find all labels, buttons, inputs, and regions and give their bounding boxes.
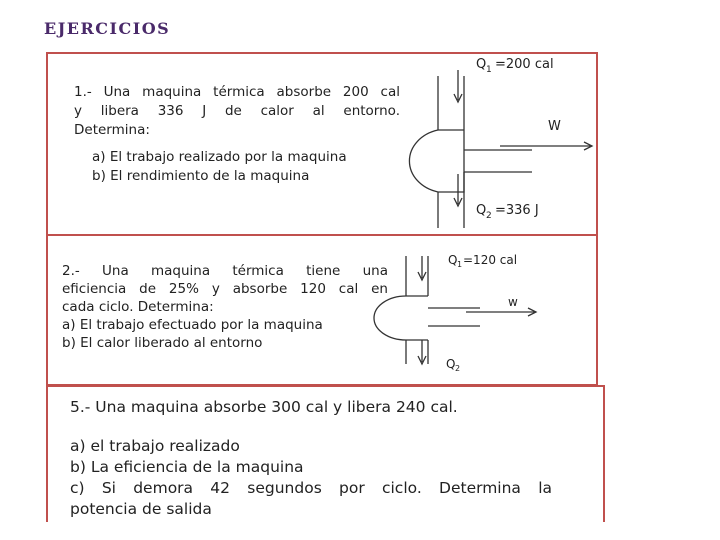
exercise-1-panel bbox=[46, 52, 598, 236]
exercise-2-line-2: eficiencia de 25% y absorbe 120 cal en bbox=[62, 281, 388, 297]
exercise-2-line-1: 2.- Una maquina térmica tiene una bbox=[62, 263, 388, 279]
exercise-1-item-a: a) El trabajo realizado por la maquina bbox=[92, 149, 347, 165]
work-label: w bbox=[508, 295, 518, 309]
q2-subscript: 2 bbox=[455, 364, 461, 373]
q2-subscript: 2 bbox=[486, 211, 492, 221]
heat-engine-diagram-2 bbox=[396, 236, 576, 380]
exercise-1-line-2: y libera 336 J de calor al entorno. bbox=[74, 103, 400, 119]
q1-symbol: Q bbox=[448, 253, 458, 267]
q1-label: =120 cal bbox=[463, 253, 518, 267]
heat-engine-diagram-1 bbox=[416, 54, 596, 230]
exercise-3-line-1: 5.- Una maquina absorbe 300 cal y libera 240 cal. bbox=[70, 398, 458, 416]
q2-label: =336 J bbox=[495, 203, 539, 218]
q1-subscript: 1 bbox=[457, 260, 463, 269]
exercise-2-panel bbox=[46, 234, 598, 386]
exercise-2-item-a: a) El trabajo efectuado por la maquina bbox=[62, 317, 323, 333]
exercise-3-panel bbox=[46, 385, 605, 522]
exercise-3-item-b: b) La eficiencia de la maquina bbox=[70, 458, 304, 476]
exercise-1-line-1: 1.- Una maquina térmica absorbe 200 cal bbox=[74, 84, 400, 100]
exercise-2-line-3: cada ciclo. Determina: bbox=[62, 299, 214, 315]
exercise-3-item-c: c) Si demora 42 segundos por ciclo. Determina la bbox=[70, 479, 552, 497]
q1-subscript: 1 bbox=[486, 65, 492, 75]
q1-symbol: Q bbox=[476, 57, 487, 72]
exercise-1-item-b: b) El rendimiento de la maquina bbox=[92, 168, 310, 184]
exercise-3-item-c-continued: potencia de salida bbox=[70, 500, 212, 518]
q1-label: =200 cal bbox=[495, 57, 554, 72]
exercise-3-item-a: a) el trabajo realizado bbox=[70, 437, 240, 455]
exercise-1-line-3: Determina: bbox=[74, 122, 150, 138]
q2-symbol: Q bbox=[446, 357, 456, 371]
exercise-2-item-b: b) El calor liberado al entorno bbox=[62, 335, 263, 351]
q2-symbol: Q bbox=[476, 203, 487, 218]
page-title: EJERCICIOS bbox=[44, 19, 171, 38]
work-label: W bbox=[548, 119, 561, 134]
